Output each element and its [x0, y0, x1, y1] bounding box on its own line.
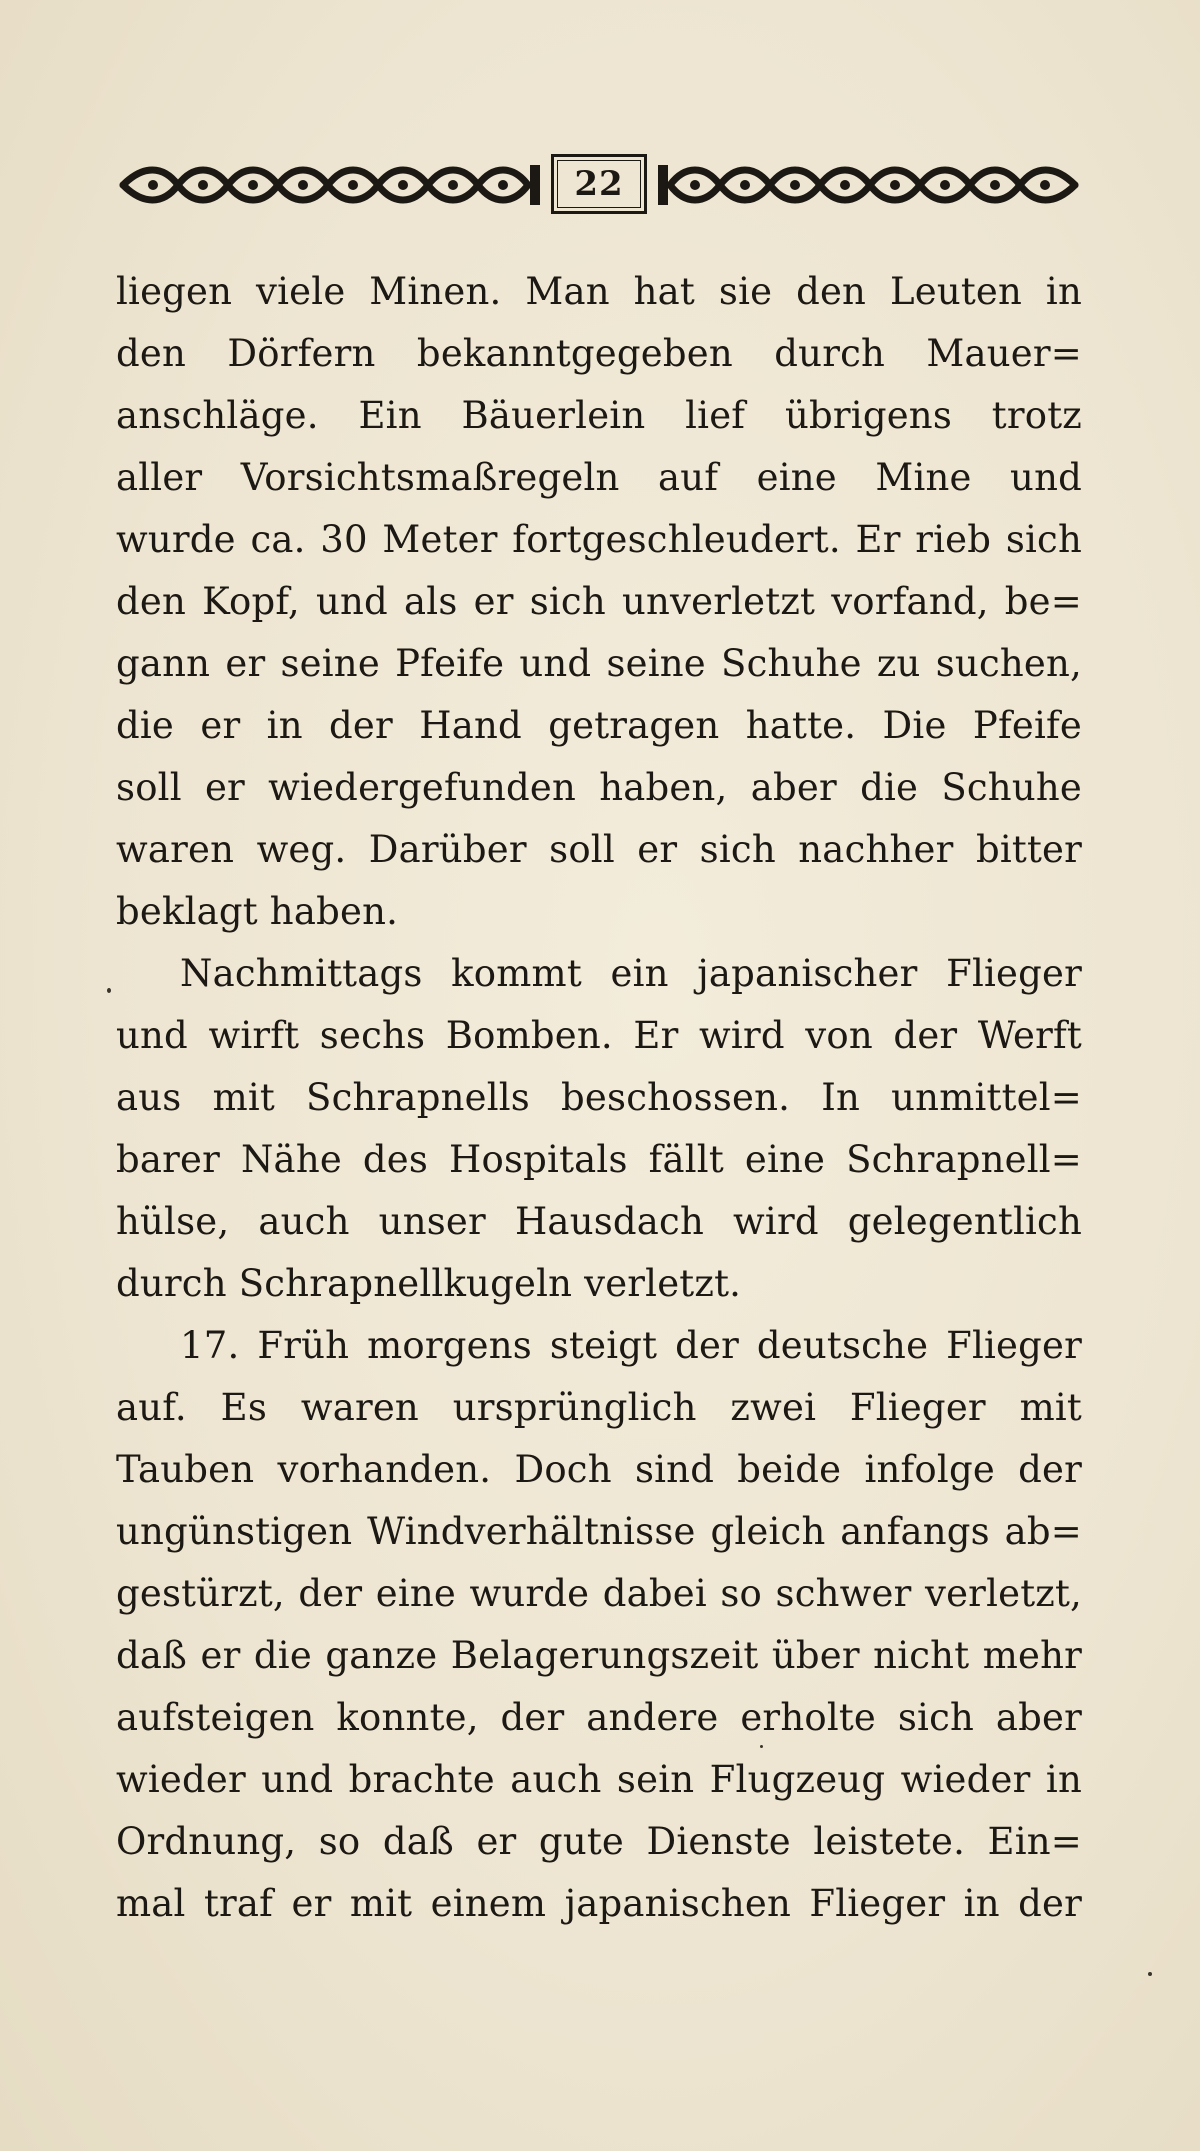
- text-line: die er in der Hand getragen hatte. Die Pfeife: [116, 704, 1082, 747]
- text-line: den Kopf, und als er sich unverletzt vorfand, be=: [116, 580, 1082, 623]
- paper-speck: [1148, 1972, 1152, 1976]
- text-line: durch Schrapnellkugeln verletzt.: [116, 1262, 742, 1305]
- text-line: aller Vorsichtsmaßregeln auf eine Mine und: [116, 456, 1082, 499]
- paragraph-first-line: Nachmittags kommt ein japanischer Flieger: [180, 952, 1082, 995]
- paragraph-first-line: 17. Früh morgens steigt der deutsche Flieger: [180, 1324, 1082, 1367]
- text-line: waren weg. Darüber soll er sich nachher bitter: [116, 828, 1082, 871]
- page-header: [118, 152, 1080, 218]
- text-line: soll er wiedergefunden haben, aber die Schuhe: [116, 766, 1082, 809]
- text-line: gann er seine Pfeife und seine Schuhe zu suchen,: [116, 642, 1082, 685]
- text-line: wieder und brachte auch sein Flugzeug wieder in: [116, 1758, 1082, 1801]
- text-line: gestürzt, der eine wurde dabei so schwer verletzt,: [116, 1572, 1082, 1615]
- text-line: Ordnung, so daß er gute Dienste leistete. Ein=: [116, 1820, 1082, 1863]
- text-line: aus mit Schrapnells beschossen. In unmittel=: [116, 1076, 1082, 1119]
- paper-speck: [760, 1745, 763, 1748]
- left-ornament-band: [118, 160, 543, 210]
- text-line: daß er die ganze Belagerungszeit über nicht mehr: [116, 1634, 1082, 1677]
- text-line: aufsteigen konnte, der andere erholte sich aber: [116, 1696, 1082, 1739]
- text-line: und wirft sechs Bomben. Er wird von der Werft: [116, 1014, 1082, 1057]
- text-line: mal traf er mit einem japanischen Flieger in der: [116, 1882, 1082, 1925]
- text-line: beklagt haben.: [116, 890, 399, 933]
- page-number: 22: [551, 154, 647, 214]
- text-line: auf. Es waren ursprünglich zwei Flieger mit: [116, 1386, 1082, 1429]
- text-line: hülse, auch unser Hausdach wird gelegentlich: [116, 1200, 1082, 1243]
- text-line: wurde ca. 30 Meter fortgeschleudert. Er rieb sich: [116, 518, 1082, 561]
- right-ornament-band: [655, 160, 1080, 210]
- text-line: Tauben vorhanden. Doch sind beide infolge der: [116, 1448, 1082, 1491]
- text-line: den Dörfern bekanntgegeben durch Mauer=: [116, 332, 1082, 375]
- paper-speck: [107, 988, 111, 993]
- text-line: liegen viele Minen. Man hat sie den Leuten in: [116, 270, 1082, 313]
- text-line: anschläge. Ein Bäuerlein lief übrigens trotz: [116, 394, 1082, 437]
- text-line: ungünstigen Windverhältnisse gleich anfangs ab=: [116, 1510, 1082, 1553]
- text-line: barer Nähe des Hospitals fällt eine Schrapnell=: [116, 1138, 1082, 1181]
